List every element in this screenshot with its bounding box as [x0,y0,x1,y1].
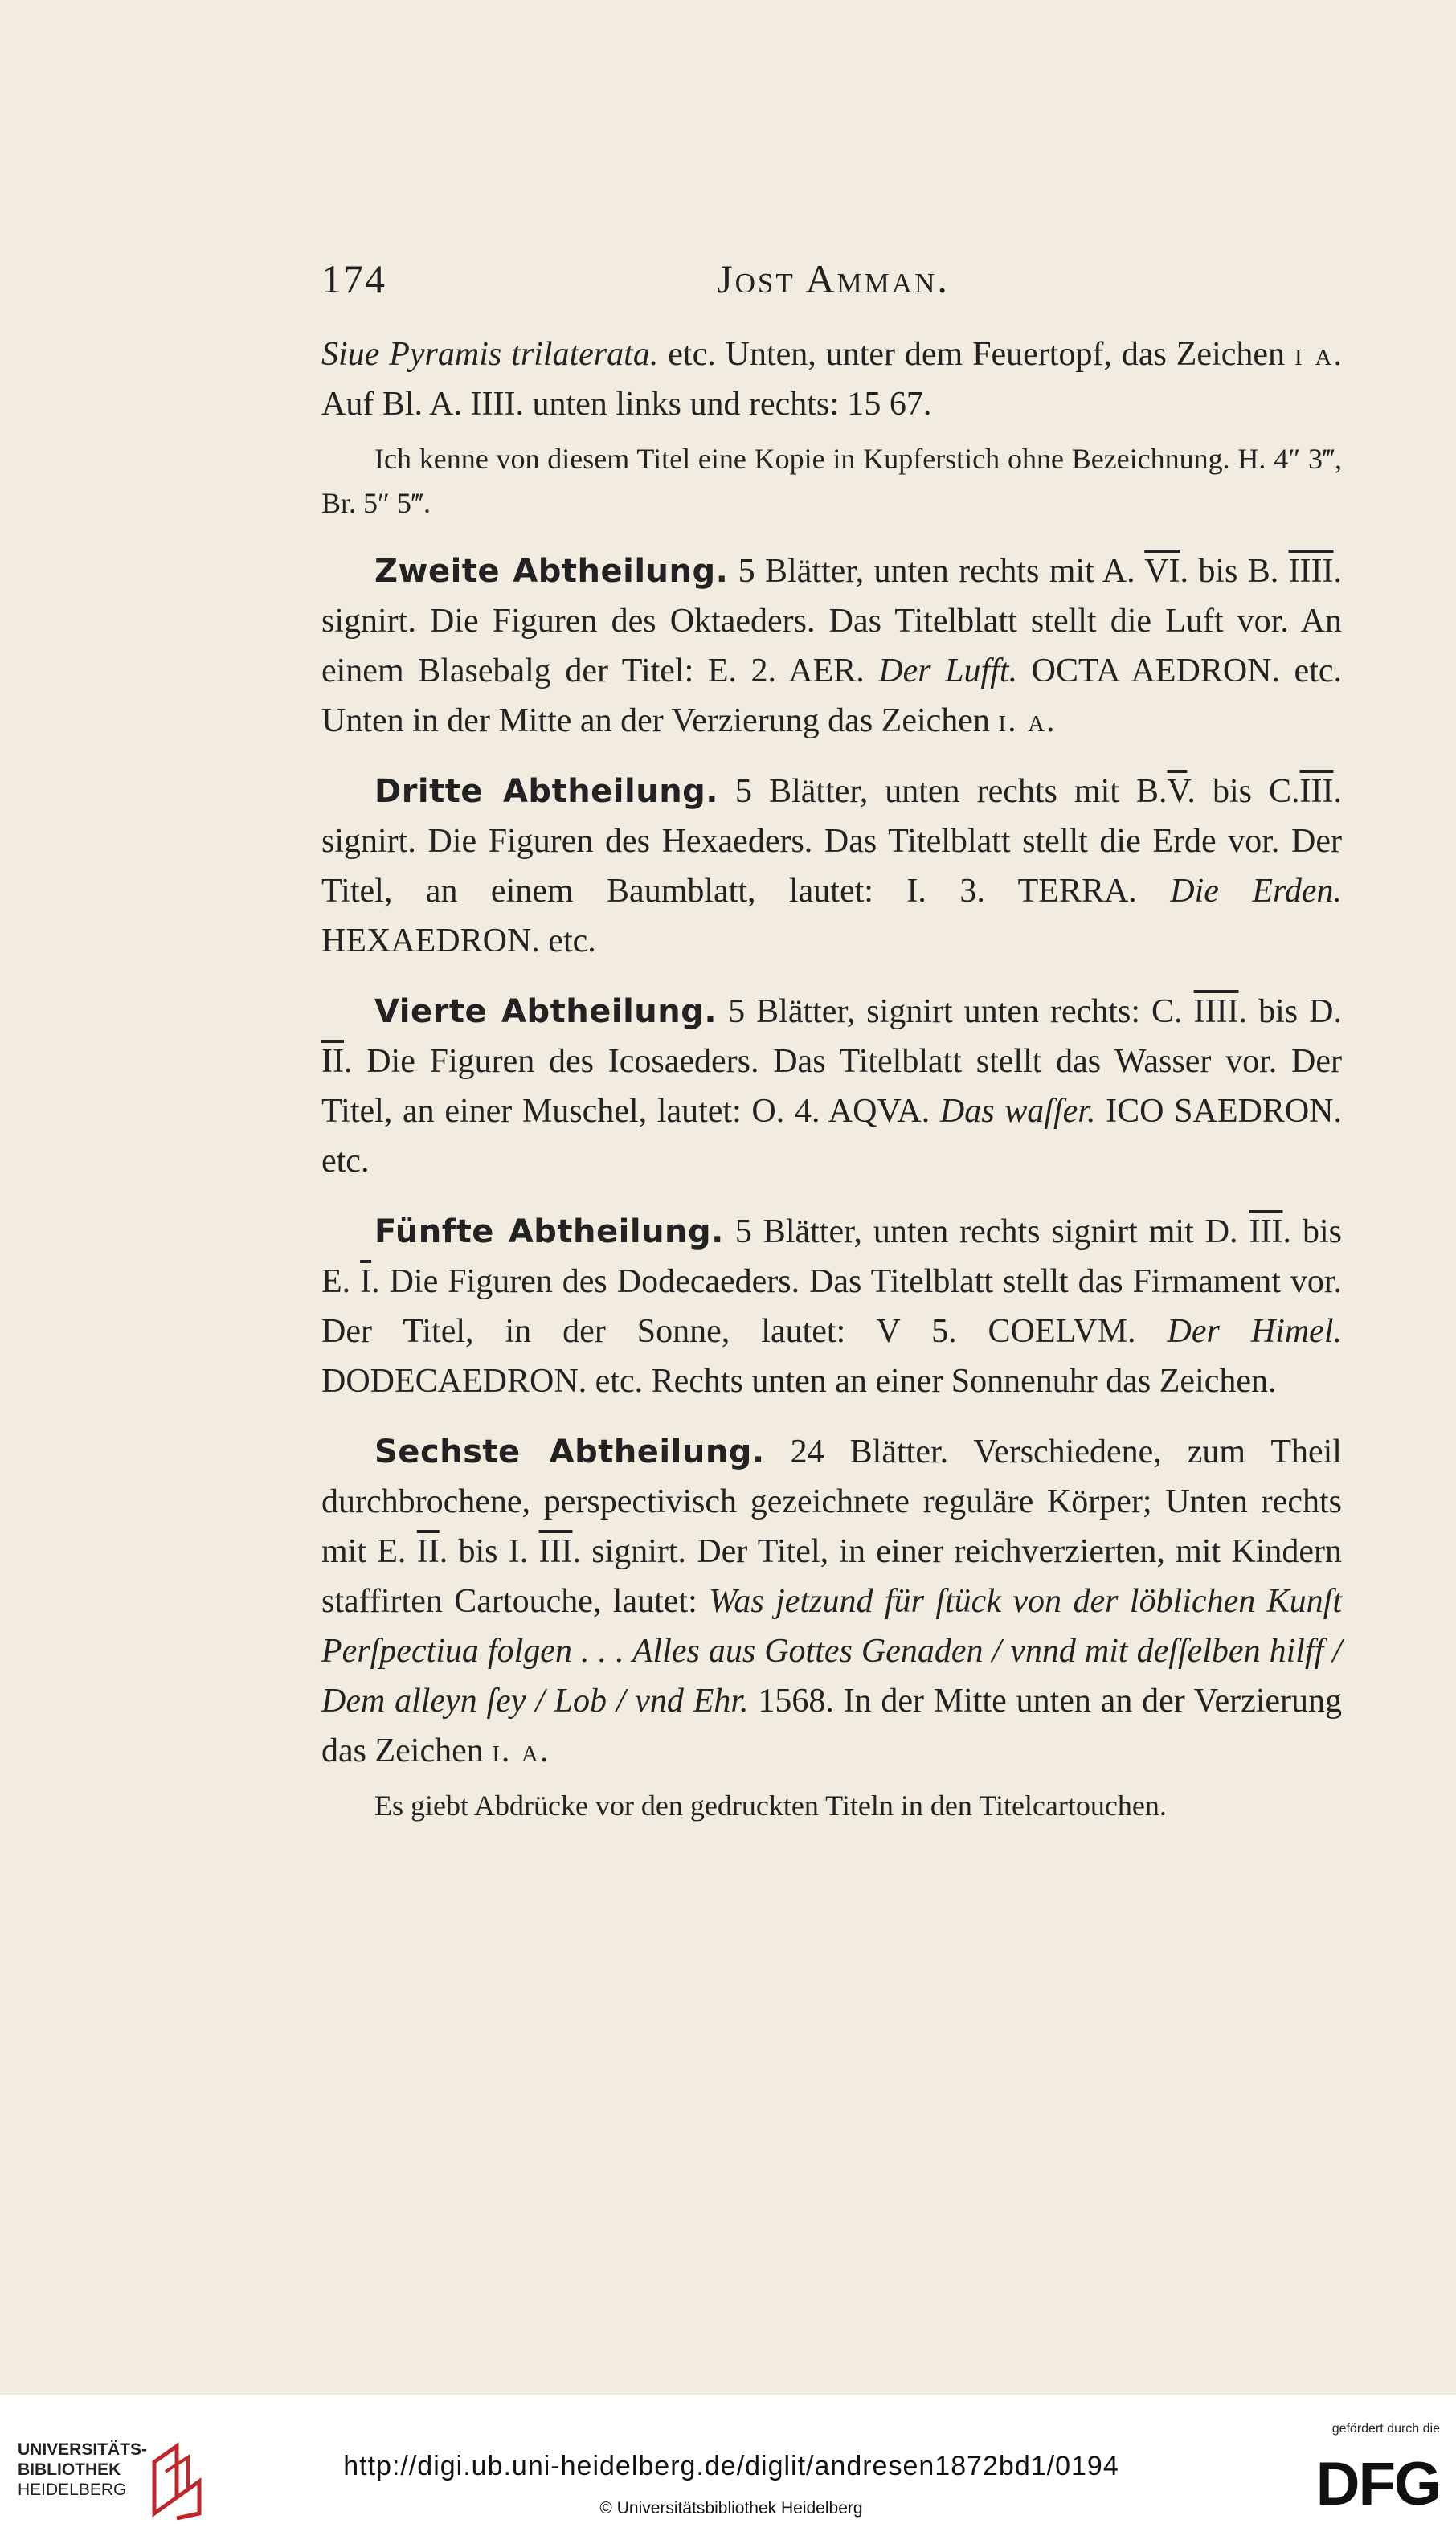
section-heading: Sechste Abtheilung. [374,1434,765,1470]
italic-title: Der Lufft. [878,652,1018,689]
text-run: . bis I. [439,1533,539,1570]
monogram: i. a. [998,702,1057,739]
running-head [315,256,1352,312]
note-paragraph: Ich kenne von diesem Titel eine Kopie in Kupferstich ohne Bezeichnung. H. 4″ 3‴, Br. 5″ 5‴. [321,443,1342,519]
paragraph-continuation [321,329,1342,429]
text-run: etc. Unten, unter dem Feuertopf, das Zeichen [658,336,1294,373]
section-sechste [321,1427,1342,1776]
signature-mark: IIII [1288,553,1334,590]
signature-mark: IIII [1193,993,1239,1030]
italic-title: Der Himel. [1167,1313,1342,1350]
text-run: ICO SAEDRON. etc. [321,1093,1343,1180]
section-heading: Zweite Abtheilung. [374,553,729,590]
signature-mark: $\overline{III}$ [1249,1213,1283,1250]
section-vierte [321,987,1342,1186]
section-zweite [321,546,1342,746]
text-run: HEXAEDRON. etc. [321,922,596,959]
copyright-notice: © Universitätsbibliothek Heidelberg [599,2499,863,2518]
library-logo[interactable] [18,2440,211,2520]
text-run: . signirt. Der Titel, in einer reichverzierten, mit Kindern staffirten Cartouche, lautet: [321,1533,1342,1620]
text-run: . Auf Bl. A. IIII. unten links und rechts: 15 67. [321,336,1342,423]
text-run: 5 Blätter, unten rechts mit A. [728,553,1145,590]
text-run: . bis B. [1180,553,1289,590]
monogram: i a [1294,336,1334,373]
italic-title: Siue Pyramis trilaterata. [321,336,659,373]
signature-mark: $\overline{III}$ [1299,773,1334,810]
signature-mark: $\overline{I}$ [360,1263,372,1300]
signature-mark: $\overline{III}$ [538,1533,573,1570]
text-run: . signirt. Die Figuren des Oktaeders. Das Titelblatt stellt die Luft vor. An einem Blasebalg der Titel: E. 2. AER. [321,553,1343,689]
italic-title: Was jetzund für ſtück von der löblichen Kunſt Perſpectiua folgen . . . Alles aus Gottes Genaden / vnnd mit deſſelben hilff / Dem alleyn ſey / Lob / vnd Ehr. [321,1583,1342,1720]
text-run: 5 Blätter, unten rechts mit B. [718,773,1168,810]
page-body [321,329,1342,1828]
library-emblem-icon [149,2440,211,2520]
viewer-footer [0,2395,1456,2540]
library-name-line: BIBLIOTHEK [18,2460,121,2479]
section-heading: Dritte Abtheilung. [374,773,718,810]
library-name [18,2440,147,2500]
signature-mark: $\overline{V}$ [1167,773,1188,810]
section-heading: Fünfte Abtheilung. [374,1213,724,1250]
page-number: 174 [321,256,386,301]
signature-mark: $\overline{II}$ [321,1043,344,1080]
funding-note: gefördert durch die [1331,2422,1440,2436]
library-name-line: UNIVERSITÄTS- [18,2440,148,2459]
section-dritte [321,767,1342,966]
note-paragraph: Es giebt Abdrücke vor den gedruckten Titeln in den Titelcartouchen. [374,1789,1167,1822]
text-run: 24 Blätter. Verschiedene, zum Theil durchbrochene, perspectivisch gezeichnete reguläre Körper; Unten rechts mit E. [321,1434,1342,1570]
italic-title: Das waſſer. [939,1093,1096,1130]
monogram: i. a. [492,1732,550,1769]
text-run: . bis D. [1238,993,1342,1030]
text-run: 5 Blätter, signirt unten rechts: C. [717,993,1194,1030]
dfg-logo[interactable] [1287,2422,1440,2526]
text-run: . bis C. [1187,773,1300,810]
section-heading: Vierte Abtheilung. [374,993,718,1030]
text-run: 1568. In der Mitte unten an der Verzierung das Zeichen [321,1683,1343,1769]
text-run: . bis E. [321,1213,1342,1300]
text-run: . Die Figuren des Icosaeders. Das Titelblatt stellt das Wasser vor. Der Titel, an einer Muschel, lautet: O. 4. AQVA. [321,1043,1342,1130]
signature-mark: $\overline{II}$ [416,1533,440,1570]
text-run: . signirt. Die Figuren des Hexaeders. Das Titelblatt stellt die Erde vor. Der Titel, an einem Baumblatt, lautet: I. 3. TERRA. [321,773,1342,910]
text-run: OCTA AEDRON. etc. Unten in der Mitte an der Verzierung das Zeichen [321,652,1343,739]
text-run: DODECAEDRON. etc. Rechts unten an einer Sonnenuhr das Zeichen. [321,1363,1277,1400]
text-run: . Die Figuren des Dodecaeders. Das Titelblatt stellt das Firmament vor. Der Titel, in der Sonne, lautet: V 5. COELVM. [321,1263,1343,1350]
library-name-line: HEIDELBERG [18,2481,127,2499]
section-fuenfte [321,1207,1342,1406]
text-run: 5 Blätter, unten rechts signirt mit D. [723,1213,1249,1250]
dfg-wordmark: DFG [1315,2450,1440,2518]
running-title: Jost Amman. [717,256,950,301]
signature-mark: $\overline{VI}$ [1144,553,1180,590]
italic-title: Die Erden. [1170,873,1342,910]
permalink[interactable]: http://digi.ub.uni-heidelberg.de/diglit/andresen1872bd1/0194 [343,2451,1119,2481]
